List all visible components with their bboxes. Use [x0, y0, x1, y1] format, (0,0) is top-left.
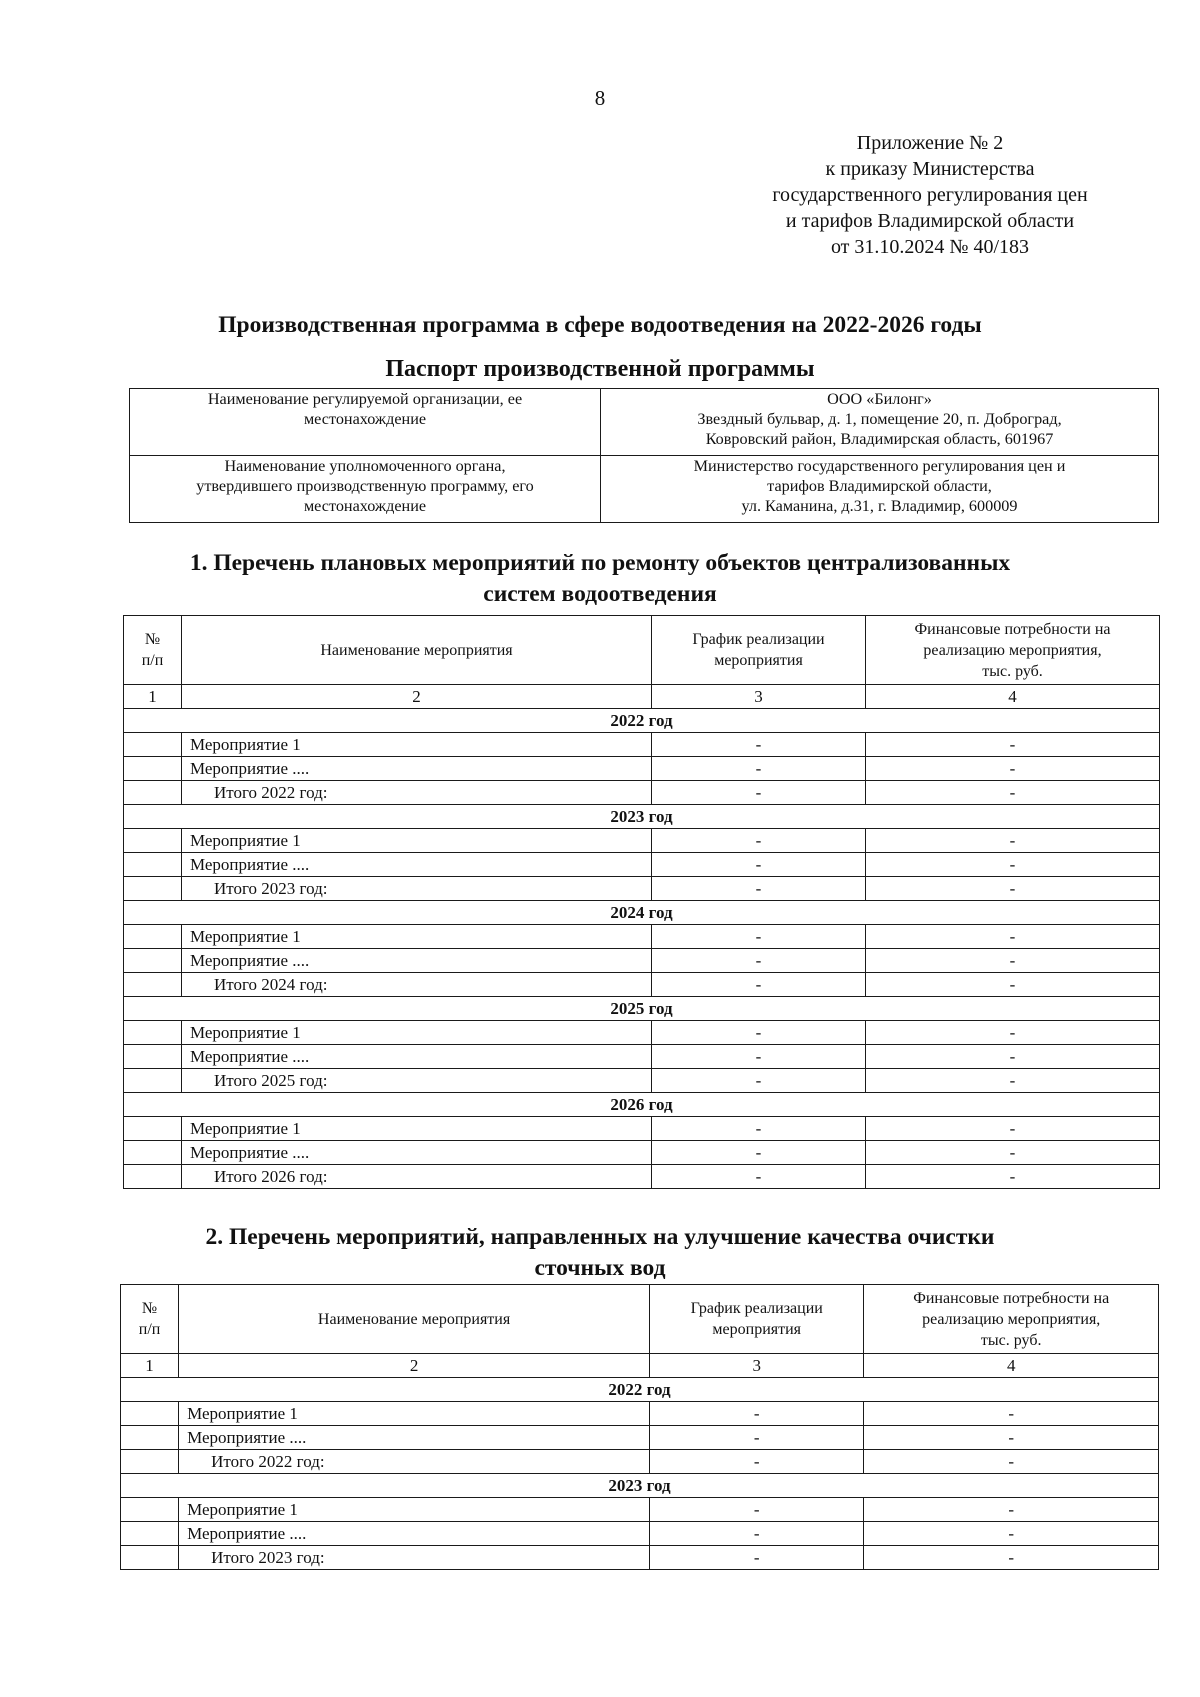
- schedule-cell: -: [652, 1117, 866, 1141]
- schedule-cell: -: [652, 757, 866, 781]
- event-name: Мероприятие ....: [182, 853, 652, 877]
- column-header: [864, 1285, 1159, 1354]
- text-line: 2. Перечень мероприятий, направленных на улучшение качества очистки: [205, 1224, 995, 1250]
- event-name: Мероприятие ....: [179, 1522, 650, 1546]
- column-number: 4: [864, 1354, 1159, 1378]
- finance-cell: -: [866, 1045, 1160, 1069]
- text-line: Наименование мероприятия: [317, 1310, 511, 1328]
- column-number: 3: [650, 1354, 864, 1378]
- appendix-line: от 31.10.2024 № 40/183: [830, 236, 1030, 258]
- year-row: [124, 901, 1160, 925]
- table-row: [124, 925, 1160, 949]
- row-number-cell: [124, 877, 182, 901]
- finance-cell: -: [866, 829, 1160, 853]
- text-line: Ковровский район, Владимирская область, 601967: [705, 430, 1054, 448]
- table-row: [121, 1450, 1159, 1474]
- finance-cell: -: [864, 1402, 1159, 1426]
- schedule-cell: -: [652, 925, 866, 949]
- schedule-cell: -: [650, 1450, 864, 1474]
- schedule-cell: -: [650, 1522, 864, 1546]
- column-header: [124, 616, 182, 685]
- row-number-cell: [124, 853, 182, 877]
- event-name: Итого 2026 год:: [182, 1165, 652, 1189]
- finance-cell: -: [866, 973, 1160, 997]
- column-number: 4: [866, 685, 1160, 709]
- row-number-cell: [121, 1450, 179, 1474]
- table-row: [124, 1141, 1160, 1165]
- passport-label: [130, 389, 601, 456]
- section-1-title: [0, 548, 1200, 610]
- row-number-cell: [121, 1522, 179, 1546]
- finance-cell: -: [866, 757, 1160, 781]
- row-number-cell: [121, 1498, 179, 1522]
- text-line: Звездный бульвар, д. 1, помещение 20, п. Доброград,: [697, 410, 1062, 428]
- table-row: [121, 1546, 1159, 1570]
- column-number-row: [121, 1354, 1159, 1378]
- event-name: Мероприятие ....: [179, 1426, 650, 1450]
- event-name: Мероприятие 1: [179, 1498, 650, 1522]
- schedule-cell: -: [652, 877, 866, 901]
- passport-label: [130, 456, 601, 523]
- event-name: Мероприятие 1: [182, 1117, 652, 1141]
- appendix-line: государственного регулирования цен: [772, 184, 1088, 206]
- event-name: Итого 2024 год:: [182, 973, 652, 997]
- year-label: 2023 год: [121, 1474, 1159, 1498]
- schedule-cell: -: [652, 1141, 866, 1165]
- finance-cell: -: [866, 949, 1160, 973]
- event-name: Мероприятие 1: [182, 829, 652, 853]
- row-number-cell: [121, 1402, 179, 1426]
- table-row: [124, 973, 1160, 997]
- text-line: 1. Перечень плановых мероприятий по ремонту объектов централизованных: [189, 550, 1011, 576]
- finance-cell: -: [866, 1165, 1160, 1189]
- year-label: 2024 год: [124, 901, 1160, 925]
- table-row: [124, 757, 1160, 781]
- schedule-cell: -: [652, 853, 866, 877]
- table-row: [124, 877, 1160, 901]
- year-row: [121, 1378, 1159, 1402]
- row-number-cell: [121, 1546, 179, 1570]
- table-row: [124, 1021, 1160, 1045]
- year-label: 2022 год: [124, 709, 1160, 733]
- appendix-line: к приказу Министерства: [825, 158, 1035, 180]
- row-number-cell: [124, 757, 182, 781]
- finance-cell: -: [866, 877, 1160, 901]
- event-name: Мероприятие 1: [182, 1021, 652, 1045]
- column-number-row: [124, 685, 1160, 709]
- finance-cell: -: [864, 1426, 1159, 1450]
- text-line: ул. Каманина, д.31, г. Владимир, 600009: [741, 497, 1018, 515]
- text-line: местонахождение: [303, 410, 427, 428]
- year-row: [121, 1474, 1159, 1498]
- year-label: 2025 год: [124, 997, 1160, 1021]
- row-number-cell: [124, 1141, 182, 1165]
- text-line: тыс. руб.: [982, 662, 1043, 680]
- text-line: мероприятия: [712, 1321, 802, 1338]
- column-number: 2: [179, 1354, 650, 1378]
- row-number-cell: [124, 925, 182, 949]
- table-row: [124, 1069, 1160, 1093]
- text-line: мероприятия: [714, 652, 803, 669]
- text-line: п/п: [141, 652, 164, 669]
- text-line: систем водоотведения: [483, 581, 717, 607]
- finance-cell: -: [866, 1117, 1160, 1141]
- section-2-title: [0, 1222, 1200, 1284]
- passport-row: [130, 456, 1159, 523]
- row-number-cell: [121, 1426, 179, 1450]
- event-name: Итого 2023 год:: [182, 877, 652, 901]
- year-row: [124, 805, 1160, 829]
- event-name: Итого 2023 год:: [179, 1546, 650, 1570]
- finance-cell: -: [866, 1069, 1160, 1093]
- schedule-cell: -: [652, 1165, 866, 1189]
- text-line: Финансовые потребности на: [913, 1289, 1110, 1307]
- passport-row: [130, 389, 1159, 456]
- text-line: местонахождение: [303, 497, 427, 515]
- text-line: Финансовые потребности на: [914, 620, 1111, 638]
- event-name: Мероприятие 1: [179, 1402, 650, 1426]
- passport-value: [601, 389, 1159, 456]
- event-name: Итого 2025 год:: [182, 1069, 652, 1093]
- schedule-cell: -: [652, 829, 866, 853]
- text-line: График реализации: [692, 631, 825, 648]
- appendix-block: [700, 130, 1160, 260]
- text-line: №: [144, 631, 161, 648]
- table-row: [124, 829, 1160, 853]
- passport-value: [601, 456, 1159, 523]
- finance-cell: -: [866, 733, 1160, 757]
- passport-title: Паспорт производственной программы: [385, 356, 815, 382]
- passport-table: [129, 388, 1159, 523]
- schedule-cell: -: [650, 1546, 864, 1570]
- column-header: [179, 1285, 650, 1354]
- column-header: [121, 1285, 179, 1354]
- text-line: ООО «Билонг»: [827, 390, 932, 408]
- event-name: Мероприятие ....: [182, 757, 652, 781]
- text-line: тарифов Владимирской области,: [767, 477, 992, 495]
- schedule-cell: -: [652, 1069, 866, 1093]
- column-header: [650, 1285, 864, 1354]
- finance-cell: -: [866, 1021, 1160, 1045]
- finance-cell: -: [864, 1522, 1159, 1546]
- schedule-cell: -: [650, 1426, 864, 1450]
- text-line: сточных вод: [534, 1255, 666, 1281]
- row-number-cell: [124, 1069, 182, 1093]
- text-line: п/п: [138, 1321, 161, 1338]
- schedule-cell: -: [652, 1045, 866, 1069]
- schedule-cell: -: [652, 781, 866, 805]
- table-header-row: [121, 1285, 1159, 1354]
- row-number-cell: [124, 781, 182, 805]
- finance-cell: -: [866, 781, 1160, 805]
- finance-cell: -: [864, 1498, 1159, 1522]
- table-row: [121, 1522, 1159, 1546]
- event-name: Итого 2022 год:: [182, 781, 652, 805]
- table-row: [124, 1117, 1160, 1141]
- row-number-cell: [124, 1021, 182, 1045]
- year-label: 2022 год: [121, 1378, 1159, 1402]
- event-name: Мероприятие ....: [182, 949, 652, 973]
- column-number: 1: [124, 685, 182, 709]
- table-row: [124, 733, 1160, 757]
- row-number-cell: [124, 829, 182, 853]
- row-number-cell: [124, 733, 182, 757]
- column-header: [866, 616, 1160, 685]
- year-label: 2023 год: [124, 805, 1160, 829]
- event-name: Итого 2022 год:: [179, 1450, 650, 1474]
- events-table-1: [123, 615, 1160, 1189]
- schedule-cell: -: [650, 1402, 864, 1426]
- finance-cell: -: [866, 853, 1160, 877]
- column-header: [182, 616, 652, 685]
- year-row: [124, 709, 1160, 733]
- column-number: 2: [182, 685, 652, 709]
- appendix-line: Приложение № 2: [856, 132, 1004, 154]
- finance-cell: -: [864, 1546, 1159, 1570]
- table-row: [124, 853, 1160, 877]
- text-line: Наименование уполномоченного органа,: [224, 457, 506, 475]
- column-number: 3: [652, 685, 866, 709]
- row-number-cell: [124, 949, 182, 973]
- event-name: Мероприятие 1: [182, 733, 652, 757]
- event-name: Мероприятие 1: [182, 925, 652, 949]
- table-row: [124, 1165, 1160, 1189]
- column-header: [652, 616, 866, 685]
- finance-cell: -: [864, 1450, 1159, 1474]
- row-number-cell: [124, 1117, 182, 1141]
- page-number: 8: [594, 86, 606, 110]
- text-line: Министерство государственного регулирования цен и: [693, 457, 1066, 475]
- table-row: [124, 949, 1160, 973]
- schedule-cell: -: [652, 949, 866, 973]
- schedule-cell: -: [650, 1498, 864, 1522]
- table-row: [121, 1426, 1159, 1450]
- schedule-cell: -: [652, 733, 866, 757]
- event-name: Мероприятие ....: [182, 1141, 652, 1165]
- text-line: реализацию мероприятия,: [922, 1310, 1101, 1328]
- text-line: №: [141, 1300, 158, 1317]
- text-line: тыс. руб.: [980, 1331, 1042, 1349]
- year-label: 2026 год: [124, 1093, 1160, 1117]
- text-line: утвердившего производственную программу, его: [196, 477, 534, 495]
- row-number-cell: [124, 973, 182, 997]
- text-line: Наименование мероприятия: [320, 641, 513, 659]
- row-number-cell: [124, 1165, 182, 1189]
- table-row: [124, 781, 1160, 805]
- appendix-line: и тарифов Владимирской области: [785, 210, 1075, 232]
- finance-cell: -: [866, 925, 1160, 949]
- column-number: 1: [121, 1354, 179, 1378]
- table-row: [121, 1498, 1159, 1522]
- finance-cell: -: [866, 1141, 1160, 1165]
- table-row: [124, 1045, 1160, 1069]
- events-table-2: [120, 1284, 1159, 1570]
- text-line: Наименование регулируемой организации, ее: [207, 390, 523, 408]
- text-line: реализацию мероприятия,: [923, 641, 1102, 659]
- schedule-cell: -: [652, 1021, 866, 1045]
- table-header-row: [124, 616, 1160, 685]
- text-line: График реализации: [690, 1300, 823, 1317]
- year-row: [124, 1093, 1160, 1117]
- table-row: [121, 1402, 1159, 1426]
- row-number-cell: [124, 1045, 182, 1069]
- schedule-cell: -: [652, 973, 866, 997]
- document-title: Производственная программа в сфере водоотведения на 2022-2026 годы: [218, 312, 982, 338]
- event-name: Мероприятие ....: [182, 1045, 652, 1069]
- year-row: [124, 997, 1160, 1021]
